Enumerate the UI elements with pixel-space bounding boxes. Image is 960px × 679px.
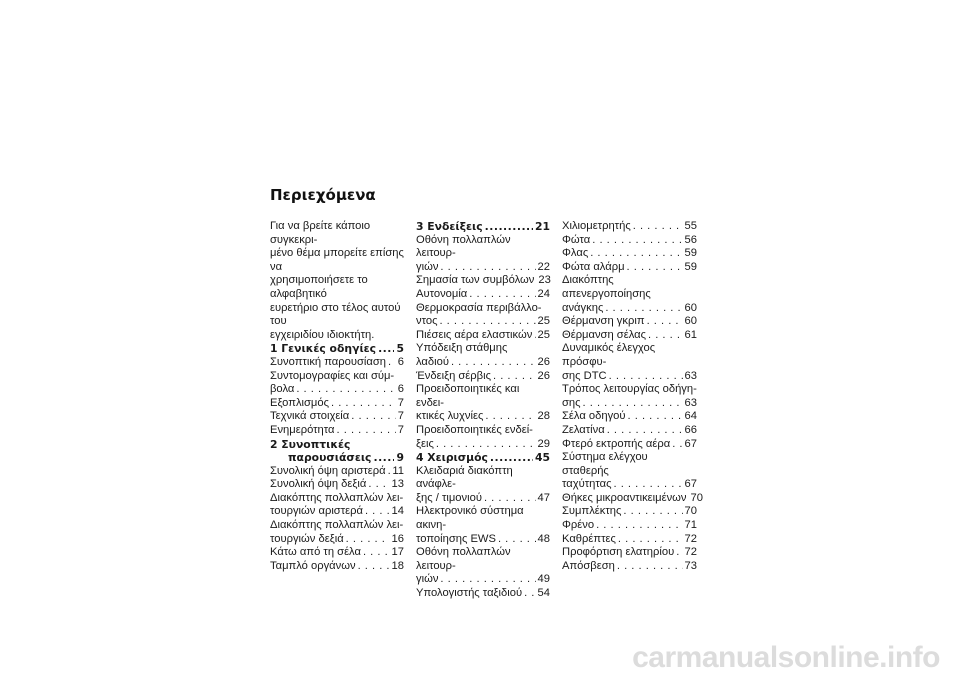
toc-entry[interactable]	[562, 519, 697, 533]
toc-entry-line	[562, 370, 697, 384]
toc-entry[interactable]	[562, 546, 697, 560]
toc-entry-line	[416, 274, 550, 288]
toc-entry-title: Κάτω από τη σέλα	[270, 546, 361, 559]
toc-page-number: 7	[397, 423, 404, 436]
dot-leader	[613, 478, 682, 492]
toc-entry[interactable]	[562, 533, 697, 547]
toc-entry[interactable]	[416, 546, 550, 587]
toc-entry-line	[562, 478, 697, 492]
toc-entry[interactable]	[562, 424, 697, 438]
dot-leader	[440, 261, 535, 275]
toc-entry-line	[270, 478, 404, 492]
toc-entry-line	[562, 410, 697, 424]
toc-entry[interactable]	[562, 220, 697, 234]
toc-entry-line	[562, 424, 697, 438]
toc-page-number: 48	[537, 532, 550, 545]
toc-entry-line	[562, 261, 697, 275]
toc-entry-line	[416, 573, 550, 587]
toc-entry-line	[562, 247, 697, 261]
toc-entry-line	[416, 370, 550, 384]
toc-chapter-heading[interactable]	[270, 438, 404, 465]
toc-entry[interactable]	[562, 329, 697, 343]
dot-leader	[583, 397, 683, 411]
toc-entry-title: Υπολογιστής ταξιδιού	[416, 587, 523, 600]
dot-leader	[378, 342, 394, 356]
toc-entry-line	[562, 329, 697, 343]
toc-entry-line	[562, 302, 697, 316]
toc-entry-title: παρουσιάσεις	[288, 451, 372, 465]
toc-entry-title: Συνολική όψη αριστερά	[270, 464, 386, 477]
toc-page-number: 60	[684, 315, 697, 328]
toc-entry-line	[270, 397, 404, 411]
toc-page-number: 25	[537, 315, 550, 328]
dot-leader	[296, 383, 395, 397]
toc-entry-title: Συμπλέκτης	[562, 505, 622, 518]
toc-entry[interactable]	[416, 383, 550, 424]
toc-entry[interactable]	[416, 288, 550, 302]
toc-entry-line	[270, 546, 404, 560]
toc-entry-line	[270, 533, 404, 547]
dot-leader	[331, 397, 396, 411]
dot-leader	[346, 533, 390, 547]
dot-leader	[373, 451, 394, 465]
dot-leader	[388, 356, 396, 370]
toc-entry-title: Σημασία των συμβόλων	[416, 274, 535, 287]
toc-page-number: 61	[684, 328, 697, 341]
dot-leader	[648, 329, 683, 343]
toc-entry-line	[416, 356, 550, 370]
toc-entry-line	[416, 288, 550, 302]
toc-entry[interactable]	[562, 560, 697, 574]
toc-entry-title: Θέρμανση σέλας	[562, 328, 646, 341]
toc-entry-title: Ταμπλό οργάνων	[270, 559, 356, 572]
toc-entry[interactable]	[562, 410, 697, 424]
toc-entry[interactable]	[416, 370, 550, 384]
toc-entry[interactable]	[270, 424, 404, 438]
dot-leader	[607, 424, 683, 438]
toc-entry[interactable]	[416, 465, 550, 506]
toc-entry[interactable]	[270, 397, 404, 411]
dot-leader	[436, 438, 536, 452]
dot-leader	[676, 546, 682, 560]
toc-entry-title: Ζελατίνα	[562, 423, 605, 436]
toc-entry-title: Ενημερότητα	[270, 423, 335, 436]
toc-entry[interactable]	[270, 410, 404, 424]
toc-entry-title: Ένδειξη σέρβις	[416, 369, 491, 382]
toc-entry-title: ανάγκης	[562, 301, 604, 314]
dot-leader	[485, 220, 533, 234]
toc-entry-title: ντος	[416, 315, 438, 328]
toc-page-number: 28	[537, 410, 550, 423]
toc-column-2	[416, 220, 550, 601]
toc-entry-title-line: Διακόπτης πολλαπλών λει-	[270, 491, 404, 504]
toc-entry-line	[416, 329, 550, 343]
toc-entries-1	[270, 342, 404, 573]
toc-page-number: 73	[684, 559, 697, 572]
toc-entry[interactable]	[270, 465, 404, 479]
dot-leader	[609, 370, 683, 384]
toc-entry-line	[562, 220, 697, 234]
toc-entry-line	[416, 438, 550, 452]
dot-leader	[596, 519, 682, 533]
toc-entry-line	[562, 533, 697, 547]
toc-page-number: 72	[684, 532, 697, 545]
toc-entry[interactable]	[416, 424, 550, 451]
toc-chapter-heading[interactable]	[270, 342, 404, 356]
toc-entry-line	[562, 234, 697, 248]
toc-entry-line	[270, 465, 404, 479]
toc-entry[interactable]	[562, 234, 697, 248]
toc-entry-title: Θήκες μικροαντικειμένων	[562, 491, 687, 504]
toc-chapter-heading[interactable]	[416, 220, 550, 234]
dot-leader	[351, 410, 396, 424]
toc-page-number: 63	[684, 369, 697, 382]
toc-entry-title: γιών	[416, 573, 439, 586]
toc-page-number: 25	[537, 328, 550, 341]
toc-page-number: 11	[392, 464, 404, 477]
toc-entry-title: Φώτα	[562, 233, 591, 246]
toc-page-number: 72	[684, 546, 697, 559]
dot-leader	[628, 410, 683, 424]
dot-leader	[592, 234, 682, 248]
toc-entry-title-line: Προειδοποιητικές ενδεί-	[416, 423, 533, 436]
toc-page-number: 56	[684, 233, 697, 246]
toc-entry-title-line: Δυναμικός έλεγχος πρόσφυ-	[562, 342, 656, 368]
toc-entry-title: 1 Γενικές οδηγίες	[270, 342, 377, 356]
toc-entry-title: Τεχνικά στοιχεία	[270, 410, 350, 423]
intro-text: Για να βρείτε κάποιο συγκεκρι- μένο θέμα μπορείτε επίσης να χρησιμοποιήσετε το αλφαβητικό ευρετήριο στο τέλος αυτού του εγχειριδίου ιδιοκτήτη.	[270, 220, 404, 341]
toc-entry-line	[270, 356, 404, 370]
dot-leader	[617, 560, 683, 574]
toc-page-number: 23	[538, 274, 551, 287]
toc-entry-title: Φλας	[562, 247, 589, 260]
toc-entry-line	[270, 410, 404, 424]
toc-entry-title: ξεις	[416, 437, 434, 450]
toc-entry-title: 3 Ενδείξεις	[416, 220, 483, 233]
toc-entry-line	[416, 492, 550, 506]
toc-entry-title: Φτερό εκτροπής αέρα	[562, 437, 671, 450]
toc-page-number: 16	[391, 532, 404, 545]
toc-entry-title-line: Θερμοκρασία περιβάλλο-	[416, 301, 542, 314]
toc-chapter-heading[interactable]	[416, 451, 550, 465]
toc-entry-line	[562, 397, 697, 411]
toc-entry-line	[270, 560, 404, 574]
dot-leader	[493, 370, 536, 384]
toc-column-3	[562, 220, 703, 573]
dot-leader	[623, 505, 682, 519]
toc-entry-line	[416, 587, 550, 601]
dot-leader	[605, 302, 682, 316]
dot-leader	[469, 288, 535, 302]
toc-entry-title: σης	[562, 396, 581, 409]
toc-entry-title-line: Διακόπτης πολλαπλών λει-	[270, 519, 404, 532]
toc-entry[interactable]	[562, 383, 697, 410]
toc-entry-line	[562, 438, 697, 452]
dot-leader	[618, 533, 683, 547]
toc-entry[interactable]	[416, 342, 550, 369]
toc-entry-line	[562, 315, 697, 329]
toc-entry[interactable]	[270, 546, 404, 560]
toc-entry-title: Φρένο	[562, 519, 595, 532]
toc-entry-title-line: Προειδοποιητικές και ενδει-	[416, 383, 520, 409]
toc-entry[interactable]	[270, 356, 404, 370]
toc-entries-2	[416, 220, 550, 601]
toc-entry[interactable]	[416, 505, 550, 546]
dot-leader	[498, 533, 536, 547]
toc-entry-title: Καθρέπτες	[562, 532, 616, 545]
toc-page-number: 63	[684, 396, 697, 409]
toc-page-number: 71	[684, 519, 697, 532]
toc-page-number: 67	[684, 478, 697, 491]
toc-entry-title: Προφόρτιση ελατηρίου	[562, 546, 675, 559]
toc-entry-line	[416, 533, 550, 547]
toc-entry[interactable]	[562, 247, 697, 261]
watermark: carmanualsonline.info	[632, 641, 940, 674]
toc-entry-title-line: Σύστημα ελέγχου σταθερής	[562, 451, 648, 477]
dot-leader	[439, 315, 535, 329]
toc-entry-line	[562, 491, 703, 506]
toc-entry[interactable]	[270, 519, 404, 546]
dot-leader	[590, 247, 682, 261]
toc-entry[interactable]	[416, 302, 550, 329]
toc-page-number: 55	[684, 220, 697, 232]
toc-entry-title-line: Οθόνη πολλαπλών λειτουρ-	[416, 233, 511, 260]
toc-entry-title: σης DTC	[562, 369, 607, 382]
toc-entry[interactable]	[562, 451, 697, 492]
toc-entry-title: λαδιού	[416, 355, 449, 368]
dot-leader	[633, 220, 683, 234]
toc-entry-title-line: Υπόδειξη στάθμης	[416, 342, 508, 355]
toc-page-number: 54	[537, 587, 550, 600]
toc-entry-title: Συνοπτική παρουσίαση	[270, 355, 386, 368]
dot-leader	[485, 410, 535, 424]
toc-page-number: 17	[391, 546, 404, 559]
toc-entry-title-line: Συντομογραφίες και σύμ-	[270, 369, 395, 382]
dot-leader	[672, 438, 682, 452]
toc-page-number: 7	[397, 410, 404, 423]
toc-page-number: 45	[534, 451, 550, 465]
toc-page-number: 14	[391, 505, 404, 518]
toc-page-number: 24	[537, 287, 550, 300]
toc-page-number: 49	[537, 573, 550, 586]
toc-entry-title-line: Ηλεκτρονικό σύστημα ακινη-	[416, 505, 524, 532]
toc-page-number: 60	[684, 301, 697, 314]
toc-entry[interactable]	[562, 505, 697, 519]
toc-page-number: 64	[684, 410, 697, 423]
dot-leader	[440, 573, 535, 587]
toc-entry[interactable]	[270, 478, 404, 492]
dot-leader	[484, 492, 536, 506]
toc-entry[interactable]	[416, 234, 550, 275]
toc-entry-title: Εξοπλισμός	[270, 396, 329, 409]
toc-page-number: 9	[396, 451, 404, 465]
toc-page-number: 6	[397, 355, 404, 368]
toc-entry[interactable]	[562, 315, 697, 329]
dot-leader	[358, 560, 390, 574]
toc-page-number: 7	[397, 396, 404, 409]
toc-entry-title-line: Τρόπος λειτουργίας οδήγη-	[562, 383, 697, 396]
toc-entry-title: Χιλιομετρητής	[562, 220, 631, 232]
dot-leader	[363, 546, 390, 560]
toc-page-number: 18	[391, 559, 404, 572]
toc-page-number: 70	[684, 505, 697, 518]
toc-entry-title: τουργιών αριστερά	[270, 505, 363, 518]
toc-entry-line	[562, 546, 697, 560]
toc-entry-line	[416, 220, 550, 234]
dot-leader	[451, 356, 536, 370]
toc-entry[interactable]	[562, 274, 697, 315]
toc-entry-line	[270, 451, 404, 465]
toc-entry-title: Θέρμανση γκριπ	[562, 315, 645, 328]
toc-entry-title: Πιέσεις αέρα ελαστικών	[416, 328, 533, 341]
toc-entry[interactable]	[270, 492, 404, 519]
toc-entry-title: Συνολική όψη δεξιά	[270, 478, 367, 491]
toc-page-number: 29	[537, 437, 550, 450]
toc-entry-line	[270, 424, 404, 438]
toc-entry-line	[416, 261, 550, 275]
toc-page-number: 66	[684, 423, 697, 436]
toc-entry[interactable]	[562, 438, 697, 452]
toc-entry[interactable]	[416, 329, 550, 343]
toc-page-number: 21	[534, 220, 550, 233]
dot-leader	[388, 465, 391, 479]
dot-leader	[524, 587, 535, 601]
toc-page-number: 47	[537, 491, 550, 504]
toc-page-number: 6	[397, 383, 404, 396]
toc-page-number: 67	[684, 437, 697, 450]
toc-page-number: 70	[690, 491, 703, 504]
page-title: Περιεχόμενα	[270, 186, 376, 204]
toc-entry-line	[270, 383, 404, 397]
toc-entry-title: 4 Χειρισμός	[416, 451, 488, 465]
toc-entry-title: τοποίησης EWS	[416, 532, 496, 545]
toc-entry-title-line: 2 Συνοπτικές	[270, 437, 351, 451]
toc-entry[interactable]	[270, 370, 404, 397]
toc-page-number: 26	[537, 369, 550, 382]
toc-entry-title: Αυτονομία	[416, 287, 468, 300]
dot-leader	[627, 261, 683, 275]
toc-entry-title: ξης / τιμονιού	[416, 491, 482, 504]
toc-entry[interactable]	[562, 491, 703, 506]
toc-entry-title: ταχύτητας	[562, 478, 612, 491]
toc-entry[interactable]	[562, 261, 697, 275]
toc-entries-3	[562, 220, 703, 573]
toc-entry[interactable]	[416, 587, 550, 601]
toc-entry-line	[562, 519, 697, 533]
toc-entry-title-line: Διακόπτης απενεργοποίησης	[562, 274, 651, 300]
toc-entry-title-line: Οθόνη πολλαπλών λειτουρ-	[416, 546, 511, 572]
toc-page-number: 13	[391, 478, 404, 491]
toc-page-number: 59	[684, 260, 697, 273]
toc-entry-title-line: Κλειδαριά διακόπτη ανάφλε-	[416, 464, 513, 491]
toc-entry-line	[270, 505, 404, 519]
toc-entry-line	[562, 560, 697, 574]
toc-page-number: 26	[537, 355, 550, 368]
toc-entry[interactable]	[562, 342, 697, 383]
toc-entry[interactable]	[416, 274, 550, 288]
toc-page-number: 59	[684, 247, 697, 260]
toc-page-number: 5	[396, 342, 404, 356]
toc-page-number: 22	[537, 260, 550, 273]
dot-leader	[534, 329, 535, 343]
toc-entry-line	[562, 505, 697, 519]
toc-entry-title: βολα	[270, 383, 295, 396]
toc-entry-title: τουργιών δεξιά	[270, 532, 344, 545]
toc-entry-title: Σέλα οδηγού	[562, 410, 626, 423]
toc-entry-title: Απόσβεση	[562, 559, 615, 572]
toc-entry-line	[416, 315, 550, 329]
dot-leader	[490, 451, 533, 465]
toc-entry-line	[416, 410, 550, 424]
toc-entry-title: κτικές λυχνίες	[416, 410, 484, 423]
dot-leader	[368, 478, 389, 492]
dot-leader	[647, 315, 683, 329]
dot-leader	[337, 424, 396, 438]
dot-leader	[365, 505, 390, 519]
toc-entry-title: Φώτα αλάρμ	[562, 260, 625, 273]
toc-entry[interactable]	[270, 560, 404, 574]
toc-entry-line	[416, 451, 550, 465]
toc-entry-line	[270, 342, 404, 356]
toc-column-1	[270, 220, 404, 573]
toc-entry-title: γιών	[416, 260, 439, 273]
